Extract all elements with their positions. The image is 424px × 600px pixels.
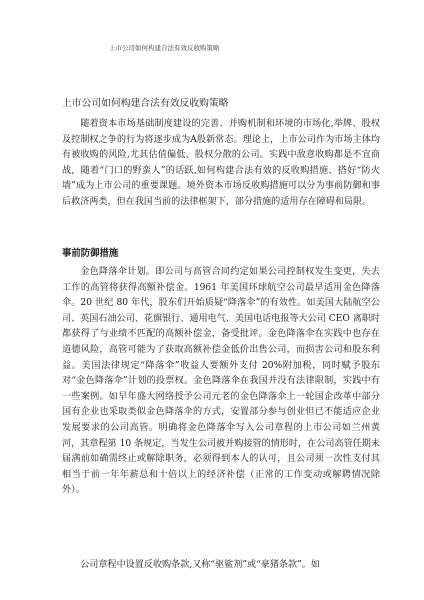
document-title: 上市公司如何构建合法有效反收购策略 xyxy=(62,98,229,109)
intro-paragraph: 随着资本市场基础制度建设的完善、并购机制和环境的市场化,举牌、股权及控制权之争的行为将逐步成为A股新常态。理论上，上市公司作为市场主体均有被收购的风险,尤其估值偏低、股权分散的公司。实践中敌意收购都是不宜商战，随着“门口的野蛮人”的话跃,如何构建合法有效的反收购措施、搭好“防火墙”成为上市公司的重要课题。境外资本市场反收购措施可以分为事前防御和事后救济两类，但在我国当前的法律框架下，部分措施的适用存在障碍和局限。 xyxy=(62,119,380,207)
golden-parachute-paragraph: 金色降落伞计划。即公司与高管合同约定如果公司控制权发生变更，失去工作的高管将获得高额补偿金。1961 年美国环球航空公司最早适用金色降落伞。20 世纪 80 年代，股东们开始质疑“降落伞”的有效性。如美国大陆航空公司、英国石油公司、花旗银行、通用电气、美国电话电报等大公司 CEO 离职时都获得了与业绩不匹配的高额补偿金，备受批评。金色降落伞在实践中也存在道德风险，高管可能为了获取高额补偿金低价出售公司，而损害公司和股东利益。美国法律规定“降落伞”收益人要额外支付 20%附加税，同时赋予股东对“金色降落伞”计划的投票权。金色降落伞在我国并没有法律限制，实践中有一些案例。如早年盛大网络授予公司元老的金色降落伞上一轮国企改革中部分国有企业也采取类似金色降落伞的方式，安置部分参与创业但已不能适应企业发展要求的公司高管。明确将金色降落伞写入公司章程的上市公司如兰州黄河，其章程第 10 条规定，当发生公司被并购接管的情形时，在公司高管任期未届满前如确需终止或解除职务，必须得到本人的认可，且公司须一次性支付其相当于前一年年薪总和十倍以上的经济补偿（正常的工作变动或解聘情况除外）。 xyxy=(62,267,380,496)
section-heading: 事前防御措施 xyxy=(62,248,119,259)
running-header: 上市公司如何构建合法有效反收购策略 xyxy=(109,44,220,52)
charter-clause-paragraph: 公司章程中设置反收购条款,又称“驱鲨剂”或“豪猪条款”。如 xyxy=(80,560,320,570)
